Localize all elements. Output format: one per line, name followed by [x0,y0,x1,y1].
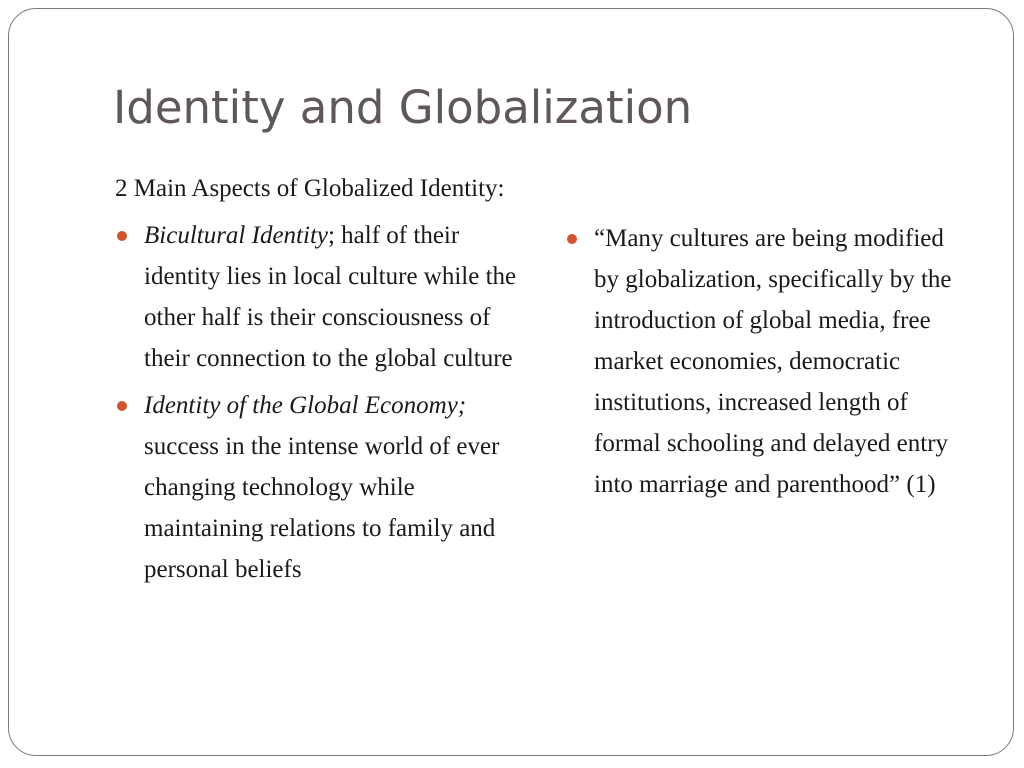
slide-title: Identity and Globalization [113,81,693,134]
bullet-dot-icon [117,401,127,411]
bullet-term: Bicultural Identity [144,222,328,249]
intro-text: 2 Main Aspects of Globalized Identity: [115,175,505,202]
left-column [115,168,525,596]
bullet-bicultural-identity [115,215,525,379]
bullet-global-economy-identity [115,385,525,590]
quote-text: “Many cultures are being modified by globalization, specifically by the introduction of global media, free market economies, democratic institutions, increased length of formal schooling and delayed entry into marriage and parenthood” (1) [594,225,952,498]
bullet-term: Identity of the Global Economy; [144,392,467,419]
right-column [565,218,965,511]
bullet-quote [565,218,965,505]
bullet-dot-icon [567,234,577,244]
bullet-body: ; half of their identity lies in local culture while the other half is their consciousness of their connection to the global culture [144,222,517,372]
bullet-dot-icon [117,231,127,241]
bullet-body: success in the intense world of ever changing technology while maintaining relations to family and personal beliefs [144,433,500,583]
